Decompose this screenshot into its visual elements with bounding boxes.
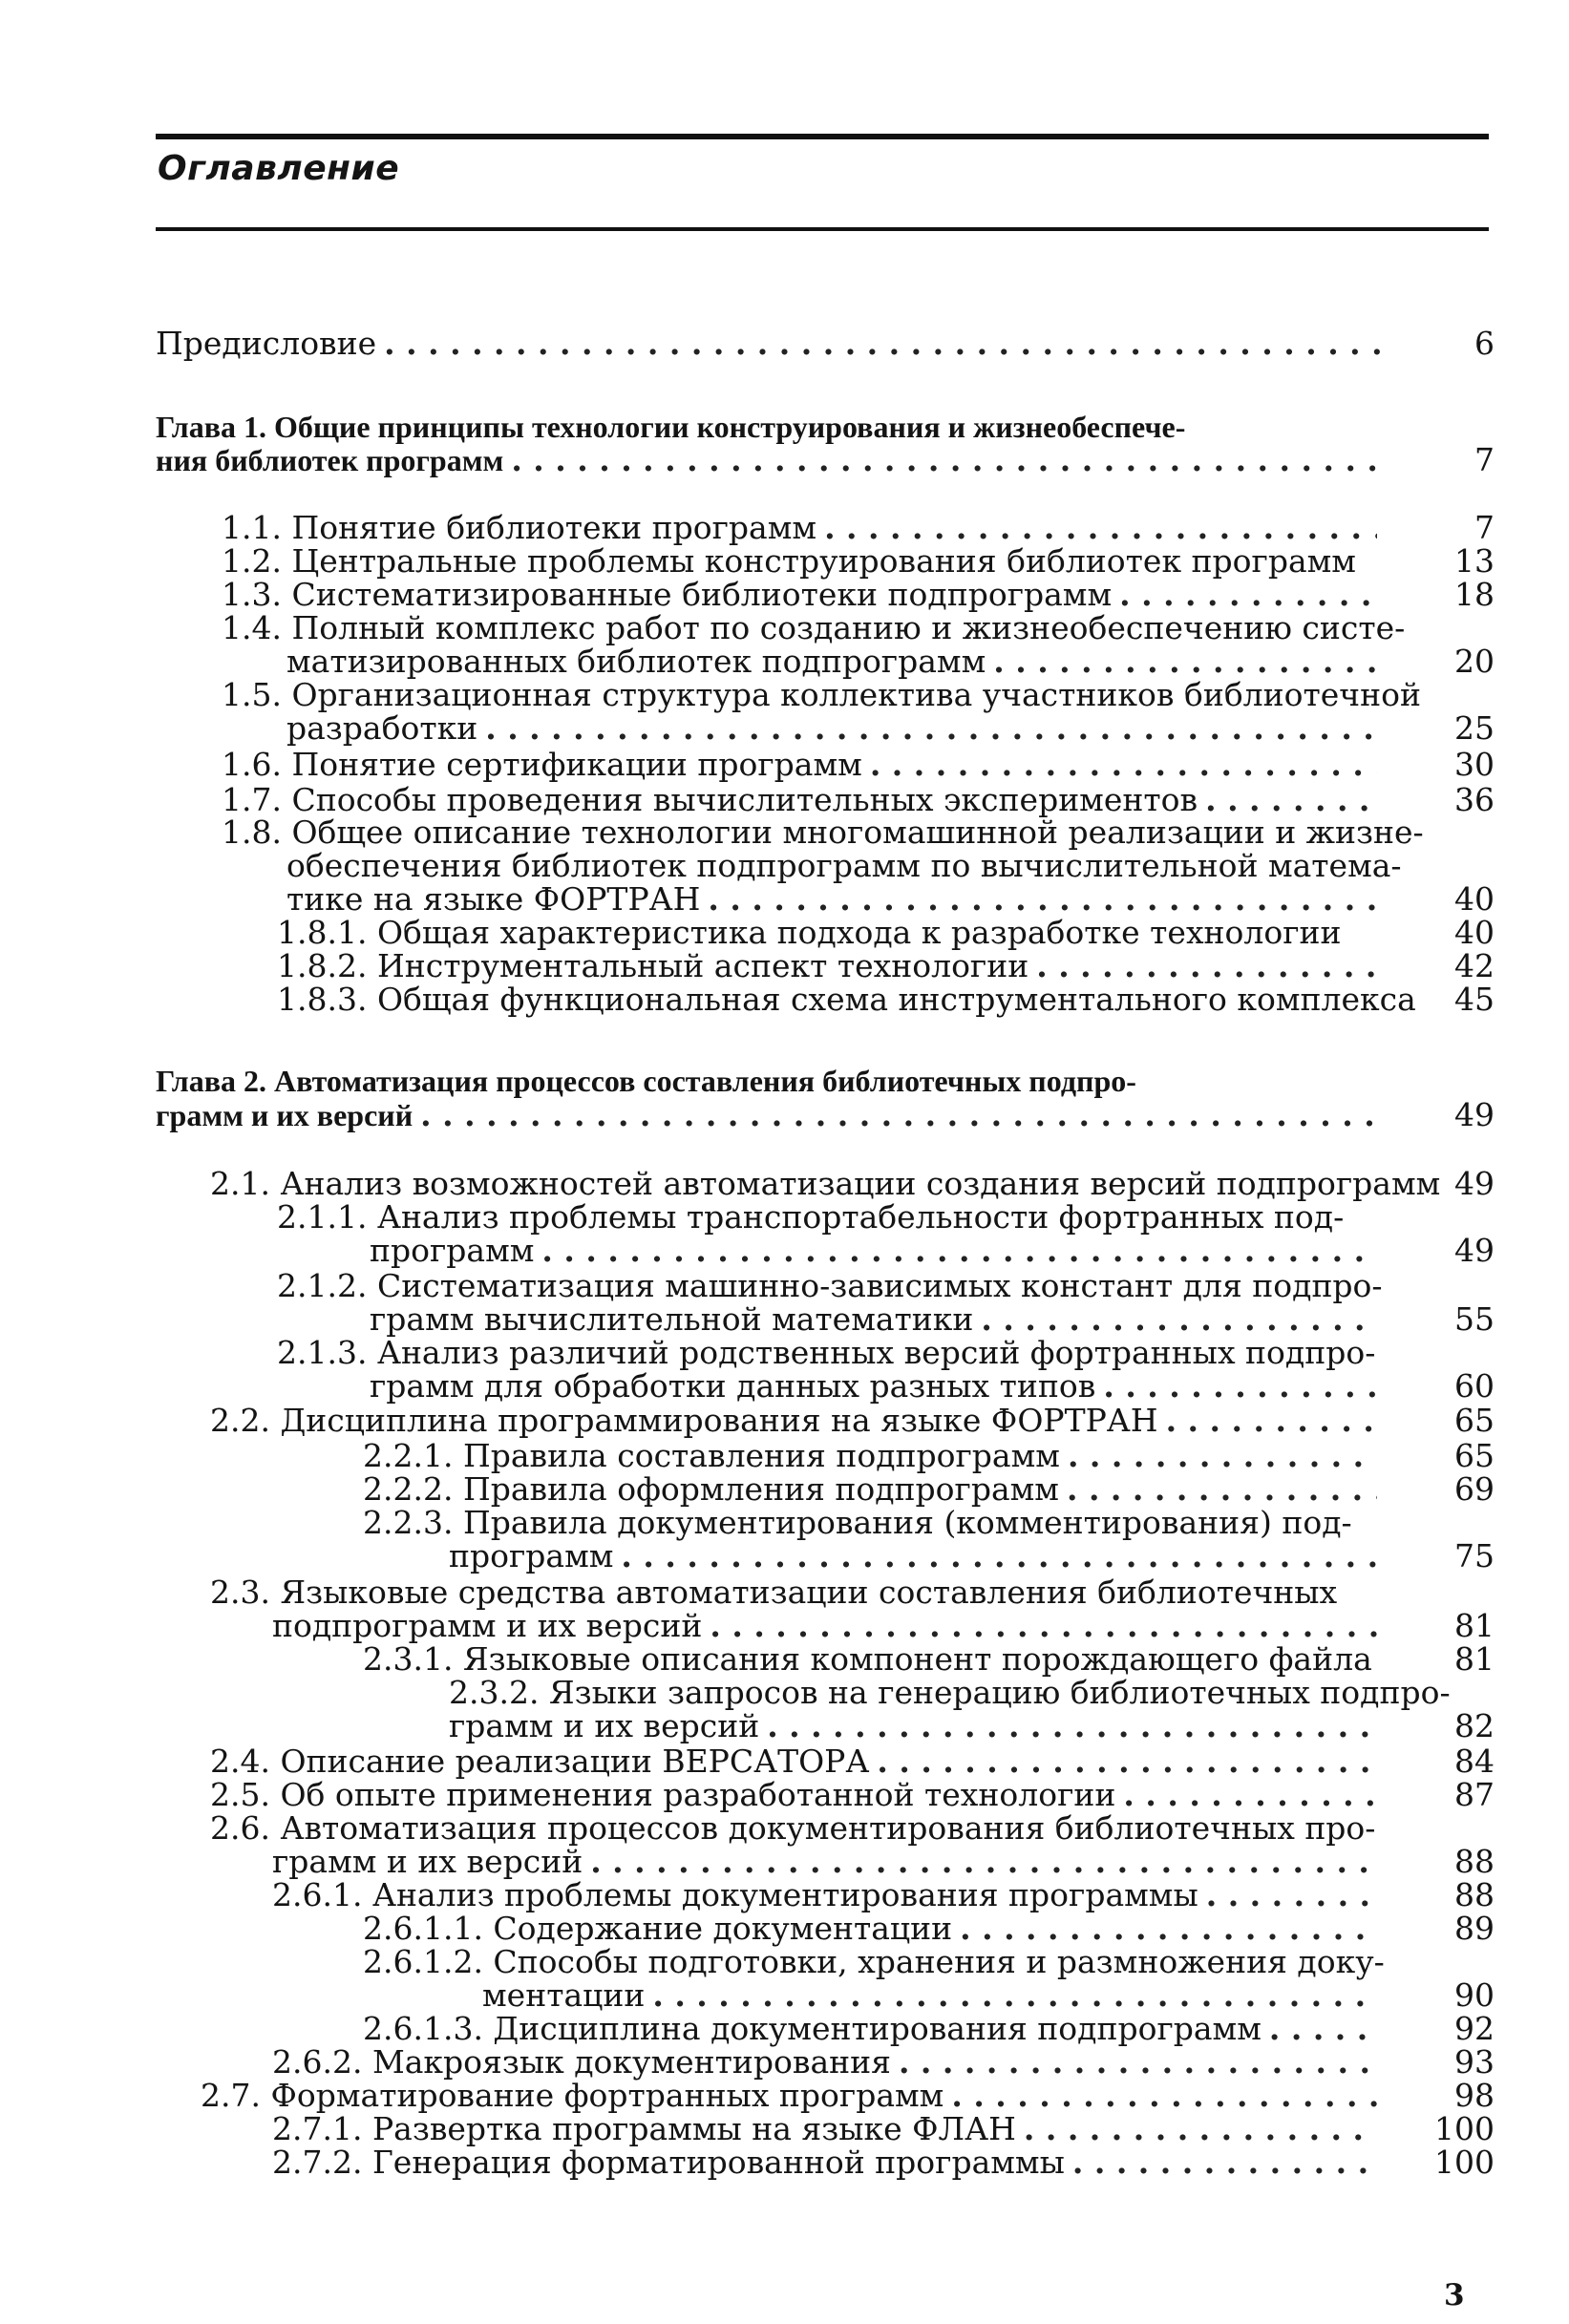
toc-entry-page: 100 [1434,2110,1495,2147]
toc-entry-title: Глава 1. Общие принципы технологии конструирования и жизнеобеспече- [156,410,1186,444]
toc-entry-title: грамм для обработки данных разных типов [370,1367,1096,1405]
toc-entry-page: 90 [1454,1976,1495,2014]
toc-entry-title: 1.3. Систематизированные библиотеки подпрограмм [222,576,1113,613]
toc-entry-page: 18 [1454,576,1495,613]
toc-entry [210,1809,1385,1848]
toc-entry-title: 2.3.2. Языки запросов на генерацию библиотечных подпро- [449,1674,1451,1711]
toc-entry [222,542,1385,581]
toc-entry-title: подпрограмм и их версий [272,1607,703,1644]
dot-leader [960,1910,1377,1948]
toc-entry [210,1574,1385,1612]
toc-entry-title: 2.6.1.2. Способы подготовки, хранения и размножения доку- [363,1943,1385,1980]
toc-entry [210,1402,1385,1440]
toc-entry-title: 1.8.3. Общая функциональная схема инструментального комплекса [277,981,1416,1018]
toc-entry-title: 2.6.1. Анализ проблемы документирования программы [272,1876,1198,1913]
toc-entry [277,1198,1385,1236]
dot-leader [541,1232,1377,1270]
toc-entry-title: ния библиотек программ [156,443,504,477]
toc-entry-title: программ [449,1537,614,1574]
dot-leader [951,2077,1377,2115]
toc-entry [222,813,1424,852]
toc-entry-page: 36 [1454,781,1495,818]
toc-entry-title: обеспечения библиотек подпрограмм по вычислительной матема- [286,847,1402,884]
toc-entry-title: 2.1.3. Анализ различий родственных версий фортранных подпро- [277,1334,1376,1371]
dot-leader [1036,947,1377,985]
toc-entry [363,1640,1385,1679]
toc-entry [482,1976,1385,2015]
toc-entry [277,1267,1385,1305]
dot-leader [621,1537,1377,1575]
toc-entry [277,1334,1385,1372]
toc-entry-title: 1.6. Понятие сертификации программ [222,746,862,783]
dot-leader [485,709,1377,748]
toc-entry [363,1504,1385,1542]
toc-entry-page: 81 [1454,1640,1495,1678]
toc-entry-title: Глава 2. Автоматизация процессов составления библиотечных подпро- [156,1064,1136,1098]
dot-leader [420,1096,1377,1134]
dot-leader [1024,2110,1377,2148]
dot-leader [708,880,1377,919]
toc-entry-page: 88 [1454,1843,1495,1880]
toc-entry-title: тике на языке ФОРТРАН [286,880,701,918]
toc-entry [363,1910,1385,1948]
toc-entry [222,576,1385,614]
toc-entry-title: Предисловие [156,325,377,362]
toc-entry-title: 2.2.3. Правила документирования (комментирования) под- [363,1504,1352,1541]
toc-entry [286,709,1385,748]
toc-entry-title: 2.6.1.1. Содержание документации [363,1910,953,1947]
toc-entry [277,947,1385,985]
toc-entry [272,2144,1385,2182]
dot-leader [870,746,1377,784]
dot-leader [1072,2144,1377,2182]
toc-entry-title: 2.3. Языковые средства автоматизации составления библиотечных [210,1574,1338,1611]
toc-entry [363,2010,1385,2048]
toc-entry [156,441,1385,479]
toc-entry-title: 2.2. Дисциплина программирования на языке ФОРТРАН [210,1402,1158,1439]
toc-entry-page: 13 [1454,542,1495,580]
dot-leader [1067,1470,1377,1509]
toc-entry-page: 6 [1474,325,1495,362]
toc-entry-title: 2.5. Об опыте применения разработанной технологии [210,1776,1116,1813]
toc-entry-title: 2.4. Описание реализации ВЕРСАТОРА [210,1743,870,1780]
toc-entry-page: 100 [1434,2144,1495,2181]
toc-entry [222,676,1421,714]
toc-entry-page: 40 [1454,914,1495,951]
toc-entry-page: 92 [1454,2010,1495,2047]
dot-leader [877,1743,1377,1781]
toc-entry [286,847,1402,885]
page-heading: Оглавление [158,149,400,188]
toc-entry-title: 2.2.2. Правила оформления подпрограмм [363,1470,1059,1508]
toc-entry-page: 49 [1454,1165,1495,1202]
toc-entry-title: 1.2. Центральные проблемы конструирования библиотек программ [222,542,1356,580]
toc-entry [201,2077,1385,2115]
toc-entry-title: разработки [286,709,478,747]
toc-entry [363,1437,1385,1475]
toc-entry [210,1743,1385,1781]
toc-entry-page: 45 [1454,981,1495,1018]
toc-entry-page: 49 [1454,1096,1495,1133]
dot-leader [1166,1402,1377,1440]
toc-entry-page: 69 [1454,1470,1495,1508]
toc-entry [210,1776,1385,1814]
toc-entry [222,609,1406,647]
dot-leader [652,1976,1377,2015]
toc-entry [156,1062,1385,1100]
toc-entry [370,1232,1385,1270]
toc-entry [449,1674,1451,1712]
toc-entry-title: 1.5. Организационная структура коллектива участников библиотечной [222,676,1421,713]
dot-leader [1068,1437,1377,1475]
toc-entry-page: 30 [1454,746,1495,783]
dot-leader [1206,1876,1377,1914]
dot-leader [993,643,1377,681]
dot-leader [824,509,1377,547]
toc-entry-title: грамм и их версий [449,1707,760,1744]
toc-entry-title: 2.2.1. Правила составления подпрограмм [363,1437,1060,1474]
toc-entry-page: 89 [1454,1910,1495,1947]
toc-entry [272,2043,1385,2081]
toc-entry-page: 7 [1474,441,1495,478]
dot-leader [767,1707,1377,1745]
toc-entry-page: 87 [1454,1776,1495,1813]
toc-entry [156,408,1385,446]
dot-leader [1123,1776,1377,1814]
toc-entry-title: матизированных библиотек подпрограмм [286,643,986,680]
toc-entry-title: грамм и их версий [272,1843,583,1880]
toc-entry-page: 75 [1454,1537,1495,1574]
toc-entry-title: 1.4. Полный комплекс работ по созданию и жизнеобеспечению систе- [222,609,1406,646]
toc-entry-title: 2.1. Анализ возможностей автоматизации создания версий подпрограмм [210,1165,1441,1202]
toc-entry-page: 98 [1454,2077,1495,2114]
dot-leader [710,1607,1377,1645]
toc-entry [286,643,1385,681]
toc-entry-page: 88 [1454,1876,1495,1913]
dot-leader [590,1843,1377,1881]
dot-leader [1269,2010,1377,2048]
toc-entry-page: 65 [1454,1437,1495,1474]
toc-entry [272,1607,1385,1645]
toc-entry-page: 7 [1474,509,1495,546]
toc-entry-page: 42 [1454,947,1495,984]
toc-entry-title: 2.6.2. Макроязык документирования [272,2043,891,2081]
toc-entry-page: 60 [1454,1367,1495,1405]
dot-leader [981,1300,1377,1339]
toc-entry-title: 2.3.1. Языковые описания компонент порождающего файла [363,1640,1372,1678]
dot-leader [384,325,1391,363]
toc-entry [277,981,1416,1019]
toc-entry [222,746,1385,784]
toc-entry-page: 55 [1454,1300,1495,1338]
toc-entry-title: ментации [482,1976,646,2014]
toc-entry [370,1367,1385,1405]
toc-entry [210,1165,1441,1203]
toc-entry [363,1470,1385,1509]
toc-entry-page: 40 [1454,880,1495,918]
toc-entry [449,1537,1385,1575]
toc-entry-page: 93 [1454,2043,1495,2081]
toc-entry-page: 49 [1454,1232,1495,1269]
toc-entry-title: 1.1. Понятие библиотеки программ [222,509,817,546]
toc-entry-page: 65 [1454,1402,1495,1439]
toc-entry-title: грамм и их версий [156,1098,413,1132]
toc-entry-page: 25 [1454,709,1495,747]
toc-entry-title: 2.7. Форматирование фортранных программ [201,2077,944,2114]
toc-entry-title: 1.8.2. Инструментальный аспект технологии [277,947,1029,984]
toc-entry-title: 1.7. Способы проведения вычислительных экспериментов [222,781,1198,818]
toc-entry-page: 81 [1454,1607,1495,1644]
toc-entry [449,1707,1385,1745]
toc-entry-page: 20 [1454,643,1495,680]
toc-entry [272,1843,1385,1881]
toc-entry-title: 2.1.2. Систематизация машинно-зависимых констант для подпро- [277,1267,1383,1304]
toc-entry [272,2110,1385,2148]
toc-entry-title: 1.8. Общее описание технологии многомашинной реализации и жизне- [222,813,1424,851]
dot-leader [1103,1367,1377,1405]
toc-entry-title: 2.6.1.3. Дисциплина документирования подпрограмм [363,2010,1262,2047]
toc-entry [272,1876,1385,1914]
toc-entry [286,880,1385,919]
toc-entry [370,1300,1385,1339]
toc-entry [363,1943,1385,1981]
dot-leader [899,2043,1377,2081]
toc-entry [222,509,1385,547]
toc-entry [277,914,1385,952]
page-number: 3 [1444,2278,1465,2313]
toc-entry-page: 84 [1454,1743,1495,1780]
toc-entry-title: 2.7.2. Генерация форматированной программы [272,2144,1065,2181]
dot-leader [1119,576,1377,614]
toc-entry-title: программ [370,1232,535,1269]
toc-entry-title: 2.6. Автоматизация процессов документирования библиотечных про- [210,1809,1376,1847]
toc-entry [156,325,1399,363]
toc-entry [156,1096,1385,1134]
toc-entry-title: грамм вычислительной математики [370,1300,974,1338]
dot-leader [511,441,1377,479]
toc-entry-title: 2.7.1. Развертка программы на языке ФЛАН [272,2110,1016,2147]
toc-entry-title: 1.8.1. Общая характеристика подхода к разработке технологии [277,914,1342,951]
toc-entry-title: 2.1.1. Анализ проблемы транспортабельности фортранных под- [277,1198,1345,1236]
toc-entry-page: 82 [1454,1707,1495,1744]
